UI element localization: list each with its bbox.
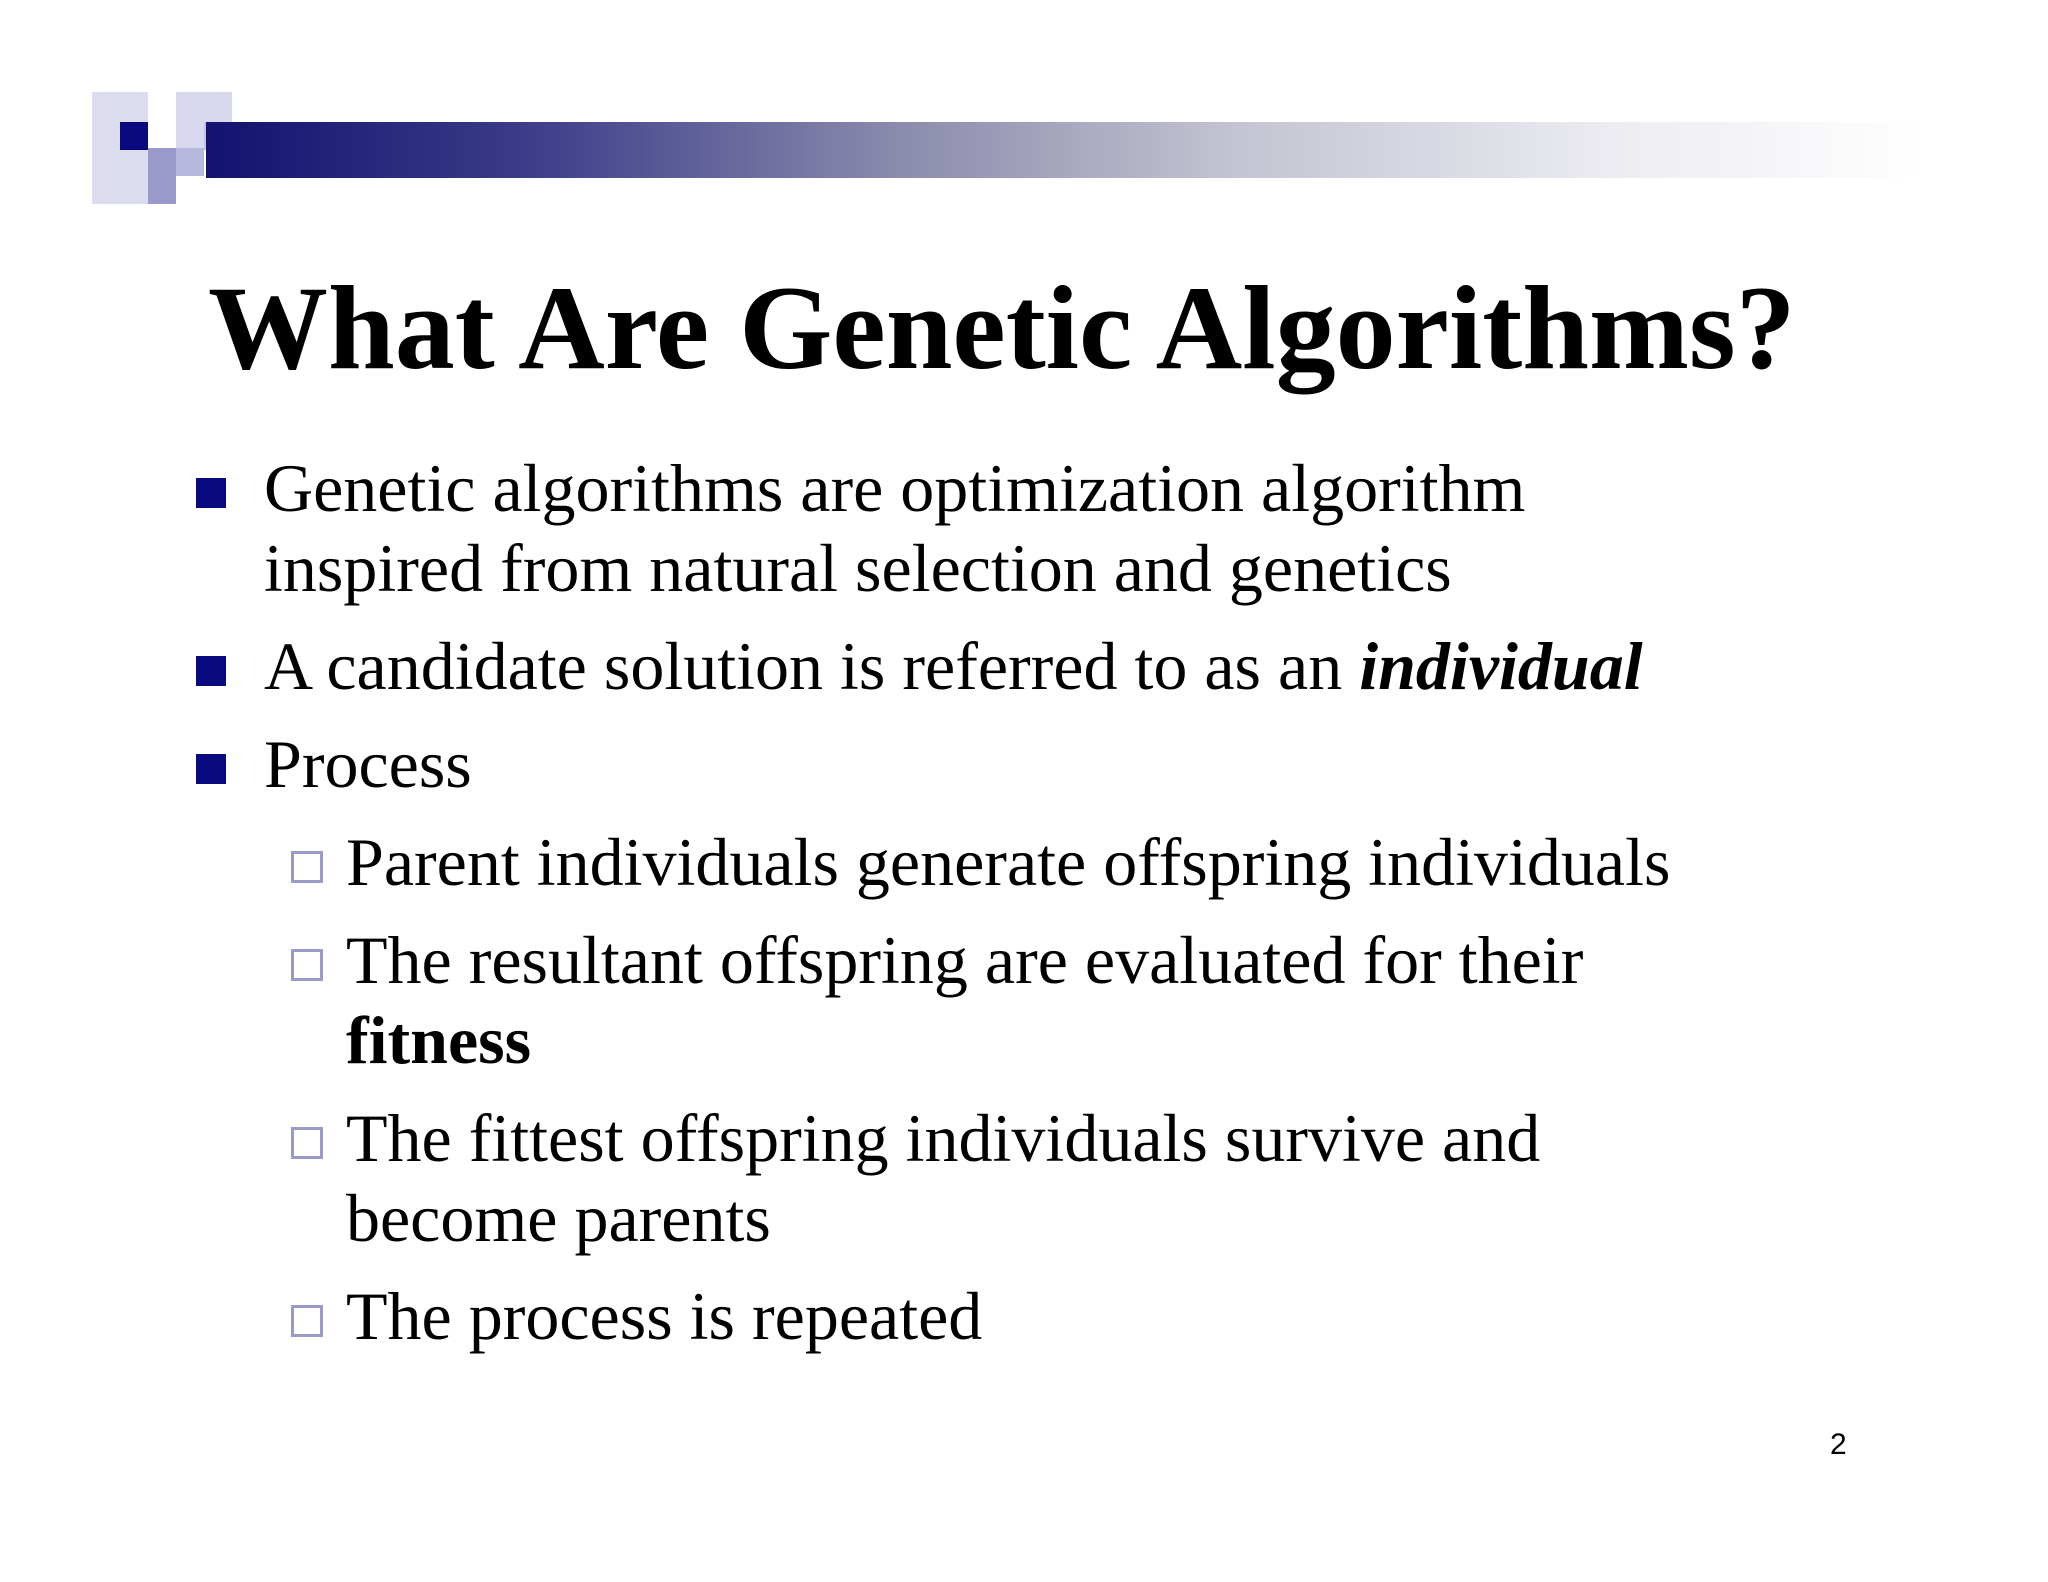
sub-bullet-item: [0, 1276, 2048, 1356]
slide-title: What Are Genetic Algorithms?: [208, 261, 1796, 394]
page-number: 2: [1830, 1428, 1847, 1461]
bullet-item: [0, 626, 2048, 706]
decor-square-accent: [120, 122, 148, 150]
bullet-text-line: become parents: [346, 1180, 771, 1256]
decor-square: [148, 148, 176, 204]
hollow-square-icon: [291, 851, 323, 883]
hollow-square-icon: [291, 949, 323, 981]
filled-square-icon: [196, 478, 226, 508]
bullet-text-line: The fittest offspring individuals survive and: [346, 1100, 1541, 1176]
bullet-text: The resultant offspring are evaluated for their: [346, 922, 1584, 998]
sub-bullet-item: [0, 1098, 2048, 1258]
decor-square: [176, 148, 204, 176]
filled-square-icon: [196, 754, 226, 784]
sub-bullet-item: [0, 920, 2048, 1080]
bullet-emphasis: fitness: [346, 1002, 532, 1078]
sub-bullet-item: [0, 822, 2048, 902]
bullet-emphasis: individual: [1359, 628, 1643, 704]
bullet-text: A candidate solution is referred to as an: [264, 628, 1360, 704]
bullet-item: [0, 724, 2048, 804]
bullet-text: Parent individuals generate offspring individuals: [346, 824, 1671, 900]
hollow-square-icon: [291, 1127, 323, 1159]
header-gradient-bar: [206, 122, 1926, 178]
bullet-text: The process is repeated: [346, 1278, 983, 1354]
bullet-item: [0, 448, 2048, 608]
hollow-square-icon: [291, 1305, 323, 1337]
bullet-text-line: inspired from natural selection and genetics: [264, 530, 1452, 606]
filled-square-icon: [196, 656, 226, 686]
bullet-list: [0, 448, 2048, 1374]
bullet-text-line: Genetic algorithms are optimization algorithm: [264, 450, 1526, 526]
bullet-text: Process: [264, 726, 472, 802]
